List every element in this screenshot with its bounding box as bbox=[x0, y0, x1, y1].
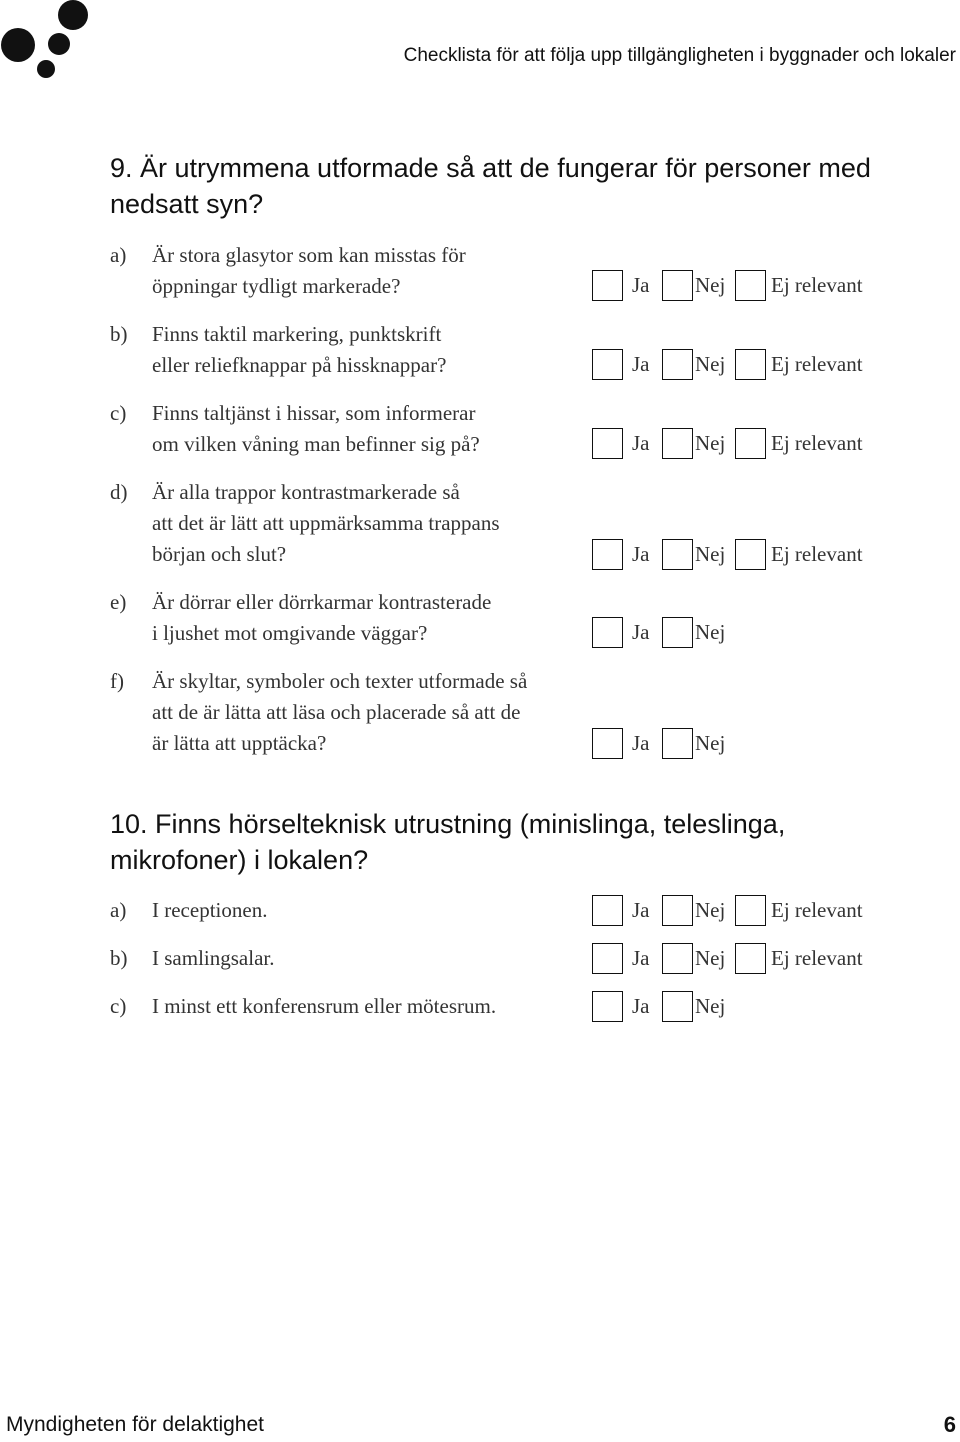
option-label: Nej bbox=[695, 946, 726, 970]
option-label: Nej bbox=[695, 898, 726, 922]
question-10b bbox=[0, 943, 960, 977]
option-label: Ej relevant bbox=[771, 352, 863, 376]
checkbox-ej-relevant[interactable] bbox=[735, 349, 766, 380]
question-10a bbox=[0, 895, 960, 929]
checkbox-ej-relevant[interactable] bbox=[735, 270, 766, 301]
checkbox-ja[interactable] bbox=[592, 728, 623, 759]
question-letter: b) bbox=[110, 946, 128, 970]
section-10-title: 10. Finns hörselteknisk utrustning (minislinga, teleslinga, mikrofoner) i lokalen? bbox=[110, 809, 786, 875]
checkbox-nej[interactable] bbox=[662, 943, 693, 974]
question-letter: e) bbox=[110, 590, 127, 614]
question-text: I samlingsalar. bbox=[152, 946, 275, 970]
option-label: Nej bbox=[695, 994, 726, 1018]
option-label: Ja bbox=[632, 620, 650, 644]
question-9e bbox=[0, 587, 960, 651]
option-label: Nej bbox=[695, 352, 726, 376]
option-label: Ja bbox=[632, 273, 650, 297]
option-label: Ja bbox=[632, 946, 650, 970]
option-label: Ja bbox=[632, 542, 650, 566]
question-10c bbox=[0, 991, 960, 1025]
question-9c bbox=[0, 398, 960, 462]
option-label: Ej relevant bbox=[771, 946, 863, 970]
checkbox-nej[interactable] bbox=[662, 349, 693, 380]
option-label: Nej bbox=[695, 273, 726, 297]
question-text: Är dörrar eller dörrkarmar kontrasterade i ljushet mot omgivande väggar? bbox=[152, 590, 492, 645]
option-label: Nej bbox=[695, 431, 726, 455]
question-letter: c) bbox=[110, 994, 127, 1018]
question-text: Är stora glasytor som kan misstas för öppningar tydligt markerade? bbox=[152, 243, 466, 298]
question-9a bbox=[0, 240, 960, 304]
checkbox-ja[interactable] bbox=[592, 991, 623, 1022]
checkbox-ej-relevant[interactable] bbox=[735, 943, 766, 974]
option-label: Nej bbox=[695, 542, 726, 566]
page-number: 6 bbox=[943, 1412, 956, 1437]
option-label: Ja bbox=[632, 431, 650, 455]
question-text: Finns taktil markering, punktskrift eller reliefknappar på hissknappar? bbox=[152, 322, 447, 377]
checkbox-ja[interactable] bbox=[592, 270, 623, 301]
dots-logo-icon bbox=[0, 0, 100, 82]
option-label: Nej bbox=[695, 620, 726, 644]
checkbox-ej-relevant[interactable] bbox=[735, 539, 766, 570]
question-9f bbox=[0, 666, 960, 762]
question-text: Finns taltjänst i hissar, som informerar om vilken våning man befinner sig på? bbox=[152, 401, 480, 456]
checkbox-nej[interactable] bbox=[662, 991, 693, 1022]
option-label: Ja bbox=[632, 994, 650, 1018]
section-9-title: 9. Är utrymmena utformade så att de fungerar för personer med nedsatt syn? bbox=[110, 153, 871, 219]
question-text: I minst ett konferensrum eller mötesrum. bbox=[152, 994, 497, 1018]
option-label: Ej relevant bbox=[771, 898, 863, 922]
question-letter: f) bbox=[110, 669, 124, 693]
question-letter: a) bbox=[110, 243, 127, 267]
question-letter: c) bbox=[110, 401, 127, 425]
checkbox-ja[interactable] bbox=[592, 349, 623, 380]
checkbox-nej[interactable] bbox=[662, 617, 693, 648]
header-title: Checklista för att följa upp tillgängligheten i byggnader och lokaler bbox=[403, 45, 956, 66]
footer-organization: Myndigheten för delaktighet bbox=[6, 1413, 264, 1436]
checkbox-ej-relevant[interactable] bbox=[735, 895, 766, 926]
checkbox-ja[interactable] bbox=[592, 428, 623, 459]
option-label: Ja bbox=[632, 731, 650, 755]
checkbox-ja[interactable] bbox=[592, 539, 623, 570]
checkbox-ja[interactable] bbox=[592, 943, 623, 974]
question-text: Är alla trappor kontrastmarkerade så att det är lätt att uppmärksamma trappans början och slut? bbox=[152, 480, 500, 566]
question-9b bbox=[0, 319, 960, 383]
checkbox-nej[interactable] bbox=[662, 895, 693, 926]
option-label: Ej relevant bbox=[771, 273, 863, 297]
checkbox-ej-relevant[interactable] bbox=[735, 428, 766, 459]
checkbox-nej[interactable] bbox=[662, 428, 693, 459]
checkbox-nej[interactable] bbox=[662, 539, 693, 570]
question-letter: d) bbox=[110, 480, 128, 504]
option-label: Ej relevant bbox=[771, 431, 863, 455]
question-letter: b) bbox=[110, 322, 128, 346]
question-text: Är skyltar, symboler och texter utformade så att de är lätta att läsa och placerade så att de är lätta att upptäcka? bbox=[152, 669, 528, 755]
option-label: Ja bbox=[632, 898, 650, 922]
question-text: I receptionen. bbox=[152, 898, 268, 922]
checkbox-ja[interactable] bbox=[592, 617, 623, 648]
checkbox-nej[interactable] bbox=[662, 270, 693, 301]
checkbox-ja[interactable] bbox=[592, 895, 623, 926]
question-letter: a) bbox=[110, 898, 127, 922]
question-9d bbox=[0, 477, 960, 573]
option-label: Ja bbox=[632, 352, 650, 376]
checkbox-nej[interactable] bbox=[662, 728, 693, 759]
option-label: Ej relevant bbox=[771, 542, 863, 566]
option-label: Nej bbox=[695, 731, 726, 755]
